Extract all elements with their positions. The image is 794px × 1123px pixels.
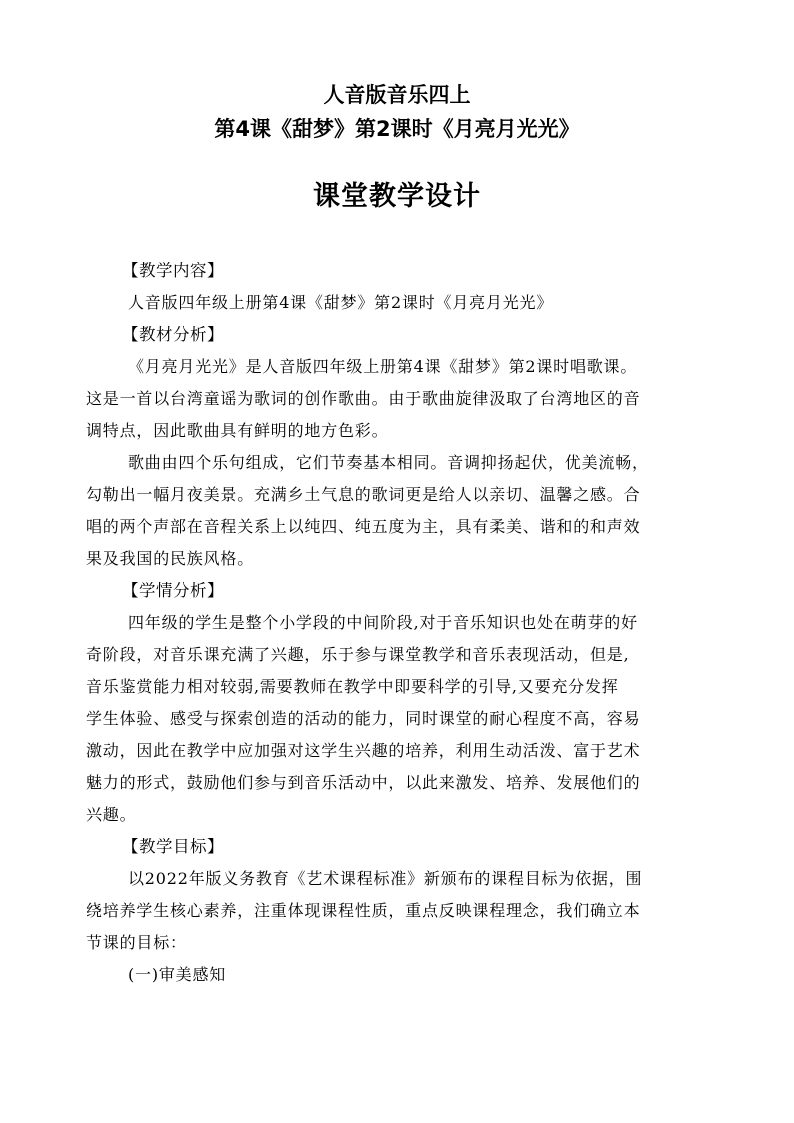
- content-line: 人音版四年级上册第4课《甜梦》第2课时《月亮月光光》: [128, 293, 554, 312]
- students-line: 四年级的学生是整个小学段的中间阶段,对于音乐知识也处在萌芽的好: [128, 613, 638, 632]
- material-p1-line: 调特点，因此歌曲具有鲜明的地方色彩。: [86, 421, 389, 440]
- document-title: 课堂教学设计: [313, 181, 481, 212]
- students-line: 激动，因此在教学中应加强对这学生兴趣的培养，利用生动活泼、富于艺术: [86, 741, 641, 760]
- lesson-title: 第4课《甜梦》第2课时《月亮月光光》: [214, 117, 580, 141]
- goals-subheading: (一)审美感知: [128, 965, 227, 984]
- students-line: 音乐鉴赏能力相对较弱,需要教师在教学中即要科学的引导,又要充分发挥: [86, 677, 619, 696]
- course-title: 人音版音乐四上: [323, 83, 471, 107]
- goals-line: 绕培养学生核心素养，注重体现课程性质，重点反映课程理念，我们确立本: [86, 901, 641, 920]
- material-p2-line: 唱的两个声部在音程关系上以纯四、纯五度为主，具有柔美、谐和的和声效: [86, 517, 641, 536]
- students-line: 学生体验、感受与探索创造的活动的能力，同时课堂的耐心程度不高，容易: [86, 709, 641, 728]
- material-p1-line: 《月亮月光光》是人音版四年级上册第4课《甜梦》第2课时唱歌课。: [128, 357, 638, 376]
- material-p2-line: 勾勒出一幅月夜美景。充满乡土气息的歌词更是给人以亲切、温馨之感。合: [86, 485, 641, 504]
- material-p2-line: 歌曲由四个乐句组成，它们节奏基本相同。音调抑扬起伏，优美流畅，: [128, 453, 649, 472]
- document-body: [86, 255, 716, 991]
- students-line: 兴趣。: [86, 805, 137, 824]
- students-line: 魅力的形式，鼓励他们参与到音乐活动中，以此来激发、培养、发展他们的: [86, 773, 641, 792]
- material-p1-line: 这是一首以台湾童谣为歌词的创作歌曲。由于歌曲旋律汲取了台湾地区的音: [86, 389, 641, 408]
- section-heading-content: 【教学内容】: [122, 261, 224, 280]
- material-p2-line: 果及我国的民族风格。: [86, 549, 255, 568]
- goals-line: 节课的目标：: [86, 933, 187, 952]
- goals-line: 以2022年版义务教育《艺术课程标准》新颁布的课程目标为依据，围: [128, 869, 643, 888]
- students-line: 奇阶段，对音乐课充满了兴趣，乐于参与课堂教学和音乐表现活动，但是,: [86, 645, 630, 664]
- section-heading-students: 【学情分析】: [122, 581, 224, 600]
- section-heading-material: 【教材分析】: [122, 325, 224, 344]
- section-heading-goals: 【教学目标】: [122, 837, 224, 856]
